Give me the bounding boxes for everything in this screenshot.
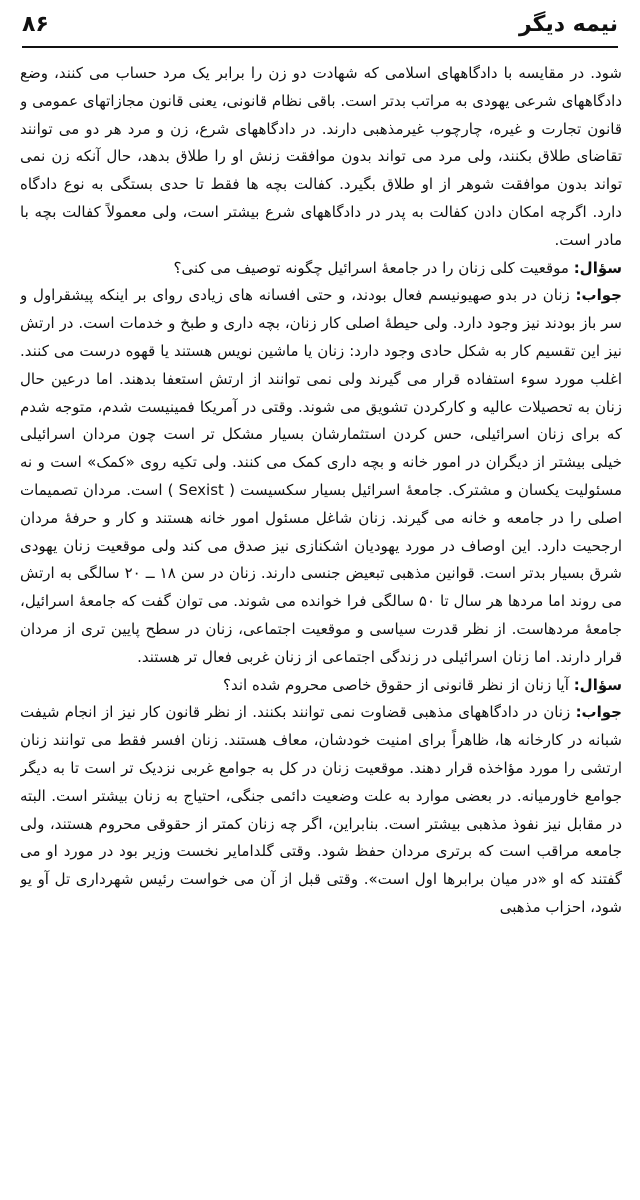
answer xyxy=(20,282,622,671)
answer-label: جواب: xyxy=(575,286,622,305)
answer xyxy=(20,699,622,921)
body-text xyxy=(20,60,622,1194)
header-rule xyxy=(22,46,618,48)
question-label: سؤال: xyxy=(573,258,622,277)
question-text: موقعیت کلی زنان را در جامعهٔ اسرائیل چگونه توصیف می کنی؟ xyxy=(173,258,569,277)
page-number: ۸۶ xyxy=(22,11,49,37)
question xyxy=(20,672,622,700)
paragraph: شود. در مقایسه با دادگاههای اسلامی که شهادت دو زن را برابر یک مرد حساب می کنند، وضع دادگاههای شرعی یهودی به مراتب بدتر است. باقی نظام قانونی، یعنی قانون مجازاتهای عمومی و قانون تجارت و غیره، چارچوب غیرمذهبی دارند. در دادگاههای شرع، زن و مرد هر دو می توانند تقاضای طلاق بکنند، ولی مرد می تواند بدون موافقت زنش او را طلاق بدهد، حال آنکه زن نمی تواند بدون موافقت شوهر از او طلاق بگیرد. کفالت بچه ها فقط تا حدی بستگی به نوع دادگاه دارد. اگرچه امکان دادن کفالت به پدر در دادگاههای شرع بیشتر است، ولی معمولاً کفالت بچه با مادر است. xyxy=(20,64,622,249)
answer-text: زنان در بدو صهیونیسم فعال بودند، و حتی افسانه های زیادی روای بر اینکه پیشقراول و سر باز بودند نیز وجود دارد. ولی حیطهٔ اصلی کار زنان، بچه داری و طبخ و خدمات است. در ارتش نیز این تقسیم کار به شکل حادی وجود دارد: زنان یا ماشین نویس هستند یا قهوه درست می کنند. اغلب مورد سوء استفاده قرار می گیرند ولی نمی توانند از ارتش استعفا بدهند. اما درعین حال زنان به تحصیلات عالیه و کارکردن تشویق می شوند. وقتی در آمریکا فمینیست شدم، متوجه شدم که برای زنان اسرائیلی، حس کردن استثمارشان بسیار مشکل تر است چون مردان اسرائیلی خیلی بیشتر از دیگران در امور خانه و بچه داری کمک می کنند. ولی تکیه روی «کمک» است و نه مسئولیت یکسان و مشترک. جامعهٔ اسرائیل بسیار سکسیست ( Sexist ) است. مردان تصمیمات اصلی را در جامعه و خانه می گیرند. زنان شاغل مسئول امور خانه هستند و کار و حرفهٔ مردان ارجحیت دارد. این اوصاف در مورد یهودیان اشکنازی نیز صدق می کند ولی موقعیت زنان یهودی شرق بسیار بدتر است. قوانین مذهبی تبعیض جنسی دارند. زنان در سن ۱۸ ــ ۲۰ سالگی به ارتش می روند اما مردها هر سال تا ۵۰ سالگی فرا خوانده می شوند. می توان گفت که جامعهٔ اسرائیل، جامعهٔ مردهاست. از نظر قدرت سیاسی و موقعیت اجتماعی، زنان در سطح پایین تری از مردان قرار دارند. اما زنان اسرائیلی در زندگی اجتماعی از زنان غربی فعال تر هستند. xyxy=(20,286,622,666)
question xyxy=(20,255,622,283)
running-title: نیمه دیگر xyxy=(518,11,618,37)
answer-label: جواب: xyxy=(575,703,622,722)
answer-text: زنان در دادگاههای مذهبی قضاوت نمی توانند بکنند. از نظر قانون کار نیز از انجام شیفت شبانه در کارخانه ها، ظاهراً برای امنیت خودشان، معاف هستند. زنان افسر فقط می توانند زنان ارتشی را مورد مؤاخذه قرار دهند. موقعیت زنان در کل به جوامع غربی نزدیک تر است تا به دیگر جوامع خاورمیانه. در بعضی موارد به علت وضعیت دائمی جنگی، احتیاج به زنان بیشتر است. البته در مقابل نیز نفوذ مذهبی بیشتر است. بنابراین، اگر چه زنان کمتر از حقوقی محروم هستند، ولی جامعه مراقب است که برتری مردان حفظ شود. وقتی گلدامایر نخست وزیر بود در مورد او می گفتند که او «در میان برابرها اول است». وقتی قبل از آن می خواست رئیس شهرداری تل آو یو شود، احزاب مذهبی xyxy=(20,703,622,916)
question-text: آیا زنان از نظر قانونی از حقوق خاصی محروم شده اند؟ xyxy=(223,675,569,694)
page-header xyxy=(22,4,618,44)
question-label: سؤال: xyxy=(573,675,622,694)
